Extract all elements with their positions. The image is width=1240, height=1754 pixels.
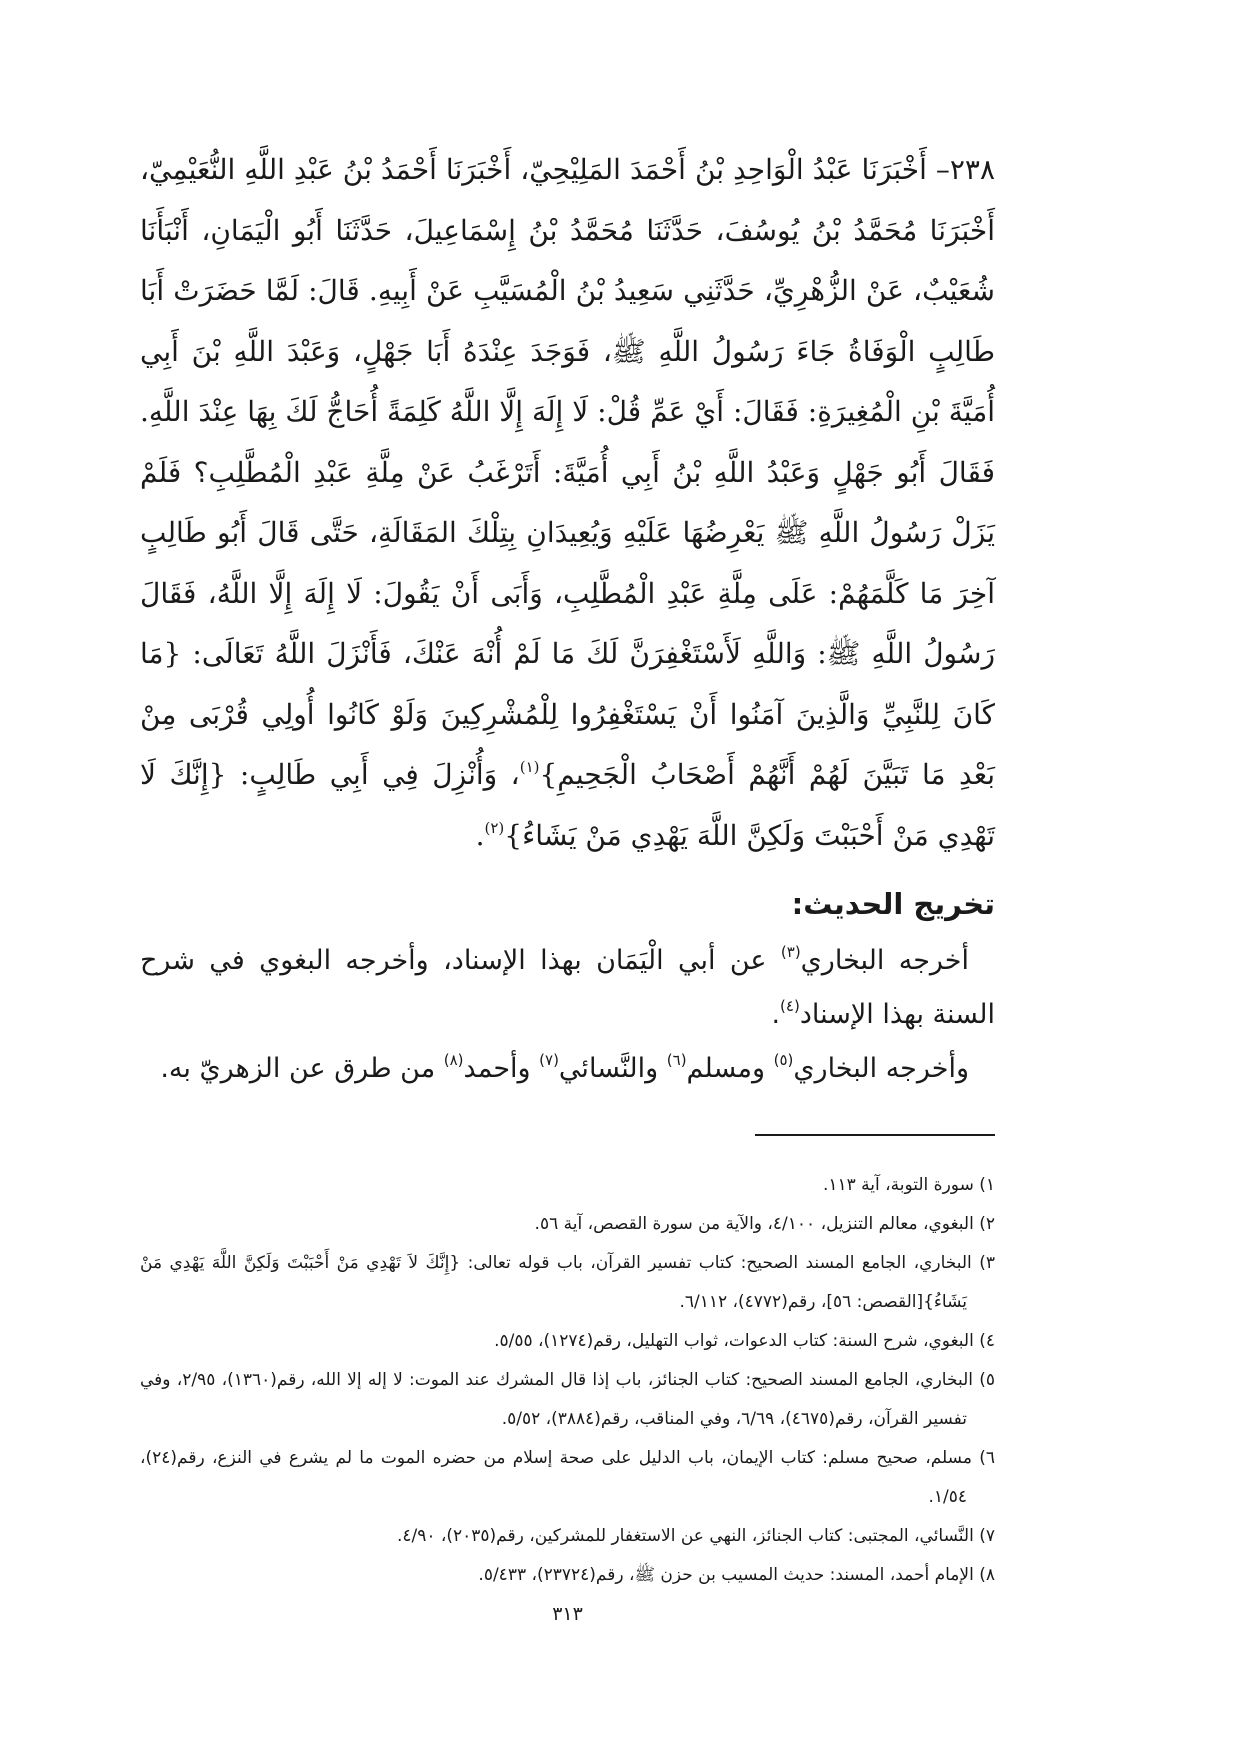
hadith-text-continued: ، وَأُنْزِلَ فِي أَبِي طَالِبٍ: {إِنَّكَ لَا تَهْدِي مَنْ أَحْبَبْتَ وَلَكِنَّ اللَّهَ يَهْدِي مَنْ يَشَاءُ} (140, 758, 995, 852)
takhrij-p1-text-a: أخرجه البخاري (800, 945, 969, 976)
hadith-paragraph (140, 140, 995, 866)
page-number: ٣١٣ (552, 1603, 583, 1625)
footnote-7: ٧) النَّسائي، المجتبى: كتاب الجنائز، النهي عن الاستغفار للمشركين، رقم(٢٠٣٥)، ٤/٩٠. (396, 1526, 995, 1546)
footnote-ref-7[interactable]: (٧) (539, 1051, 559, 1069)
footnote-1: ١) سورة التوبة، آية ١١٣. (822, 1175, 995, 1195)
footnote-ref-2[interactable]: (٢) (484, 818, 505, 837)
takhrij-heading: تخريج الحديث: (791, 887, 995, 921)
takhrij-paragraph-1 (140, 934, 995, 1042)
footnote-2: ٢) البغوي، معالم التنزيل، ٤/١٠٠، والآية من سورة القصص، آية ٥٦. (534, 1214, 995, 1234)
footnote-ref-4[interactable]: (٤) (780, 997, 800, 1015)
takhrij-paragraph-2 (140, 1042, 995, 1096)
takhrij-p1-text-c: . (771, 999, 781, 1030)
hadith-text: ٢٣٨– أَخْبَرَنَا عَبْدُ الْوَاحِدِ بْنُ أَحْمَدَ المَلِيْحِيّ، أَخْبَرَنَا أَحْمَدُ بْنُ عَبْدِ اللَّهِ النُّعَيْمِيّ، أَخْبَرَنَا مُحَمَّدُ بْنُ يُوسُفَ، حَدَّثَنَا مُحَمَّدُ بْنُ إِسْمَاعِيلَ، حَدَّثَنَا أَبُو الْيَمَانِ، أَنْبَأَنَا شُعَيْبٌ، عَنْ الزُّهْرِيِّ، حَدَّثَنِي سَعِيدُ بْنُ الْمُسَيَّبِ عَنْ أَبِيهِ. قَالَ: لَمَّا حَضَرَتْ أَبَا طَالِبٍ الْوَفَاةُ جَاءَ رَسُولُ اللَّهِ ﷺ، فَوَجَدَ عِنْدَهُ أَبَا جَهْلٍ، وَعَبْدَ اللَّهِ بْنَ أَبِي أُمَيَّةَ بْنِ الْمُغِيرَةِ: فَقَالَ: أَيْ عَمِّ قُلْ: لَا إِلَهَ إِلَّا اللَّهُ كَلِمَةً أُحَاجُّ لَكَ بِهَا عِنْدَ اللَّهِ. فَقَالَ أَبُو جَهْلٍ وَعَبْدُ اللَّهِ بْنُ أَبِي أُمَيَّةَ: أَتَرْغَبُ عَنْ مِلَّةِ عَبْدِ الْمُطَّلِبِ؟ فَلَمْ يَزَلْ رَسُولُ اللَّهِ ﷺ يَعْرِضُهَا عَلَيْهِ وَيُعِيدَانِ بِتِلْكَ المَقَالَةِ، حَتَّى قَالَ أَبُو طَالِبٍ آخِرَ مَا كَلَّمَهُمْ: عَلَى مِلَّةِ عَبْدِ الْمُطَّلِبِ، وَأَبَى أَنْ يَقُولَ: لَا إِلَهَ إِلَّا اللَّهُ، فَقَالَ رَسُولُ اللَّهِ ﷺ: وَاللَّهِ لَأَسْتَغْفِرَنَّ لَكَ مَا لَمْ أُنْهَ عَنْكَ، فَأَنْزَلَ اللَّهُ تَعَالَى: {مَا كَانَ لِلنَّبِيِّ وَالَّذِينَ آمَنُوا أَنْ يَسْتَغْفِرُوا لِلْمُشْرِكِينَ وَلَوْ كَانُوا أُولِي قُرْبَى مِنْ بَعْدِ مَا تَبَيَّنَ لَهُمْ أَنَّهُمْ أَصْحَابُ الْجَحِيمِ} (140, 153, 995, 791)
document-page (140, 140, 995, 1710)
takhrij-p2-text-c: والنَّسائي (558, 1053, 667, 1084)
footnote-3: ٣) البخاري، الجامع المسند الصحيح: كتاب تفسير القرآن، باب قوله تعالى: {إِنَّكَ لاَ تَهْدِي مَنْ أَحْبَبْتَ وَلَكِنَّ اللَّهَ يَهْدِي مَنْ يَشَاءُ}[القصص: ٥٦]، رقم(٤٧٧٢)، ٦/١١٢. (140, 1253, 995, 1312)
hadith-text-end: . (475, 818, 485, 852)
takhrij-p2-text-d: وأحمد (463, 1053, 540, 1084)
footnotes-list (140, 1166, 995, 1595)
footnote-ref-8[interactable]: (٨) (443, 1051, 464, 1069)
footnote-5: ٥) البخاري، الجامع المسند الصحيح: كتاب الجنائز، باب إذا قال المشرك عند الموت: لا إله إلا الله، رقم(١٣٦٠)، ٢/٩٥، وفي تفسير القرآن، رقم(٤٦٧٥)، ٦/٦٩، وفي المناقب، رقم(٣٨٨٤)، ٥/٥٢. (140, 1370, 995, 1429)
footnote-6: ٦) مسلم، صحيح مسلم: كتاب الإيمان، باب الدليل على صحة إسلام من حضره الموت ما لم يشرع في النزع، رقم(٢٤)، ١/٥٤. (140, 1448, 995, 1507)
footnote-ref-1[interactable]: (١) (519, 758, 540, 776)
takhrij-p2-text-e: من طرق عن الزهريّ به. (160, 1053, 444, 1084)
footnote-divider (755, 1134, 995, 1136)
footnote-4: ٤) البغوي، شرح السنة: كتاب الدعوات، ثواب التهليل، رقم(١٢٧٤)، ٥/٥٥. (494, 1331, 995, 1351)
footnote-ref-3[interactable]: (٣) (780, 943, 801, 961)
takhrij-p2-text-b: ومسلم (686, 1053, 774, 1084)
footnote-ref-6[interactable]: (٦) (666, 1051, 687, 1069)
takhrij-p1-text-b: عن أبي الْيَمَان بهذا الإسناد، وأخرجه البغوي في شرح السنة بهذا الإسناد (140, 945, 995, 1030)
footnote-ref-5[interactable]: (٥) (773, 1051, 794, 1069)
footnote-8: ٨) الإمام أحمد، المسند: حديث المسيب بن حزن ﷺ، رقم(٢٣٧٢٤)، ٥/٤٣٣. (478, 1565, 995, 1585)
takhrij-p2-text-a: وأخرجه البخاري (793, 1053, 969, 1084)
